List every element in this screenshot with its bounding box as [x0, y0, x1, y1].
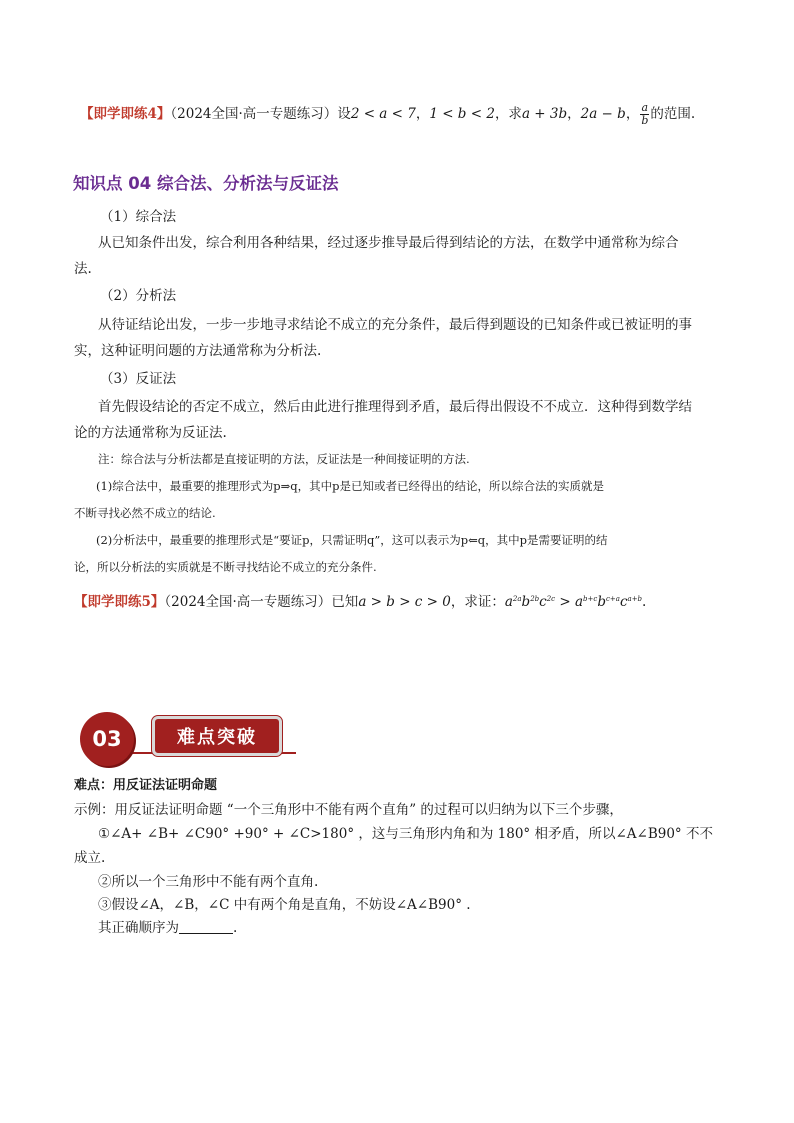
section-title: 知识点 04 综合法、分析法与反证法 [73, 174, 339, 193]
fraction-denominator: b [641, 114, 649, 127]
practice-4-sep2: ， [567, 106, 581, 122]
item-3-line-2: 论的方法通常称为反证法. [74, 425, 227, 441]
practice-5-end: . [642, 594, 647, 610]
practice-4-text-a: 设 [337, 106, 351, 122]
lhs-exp-c: 2c [546, 595, 556, 603]
answer-prefix: 其正确顺序为 [98, 920, 179, 936]
practice-5-tag: 【即学即练5】 [74, 594, 165, 610]
item-3-line-1: 首先假设结论的否定不成立，然后由此进行推理得到矛盾，最后得出假设不不成立．这种得到数学结 [98, 399, 692, 415]
rhs-exp-c: a+b [627, 595, 643, 603]
item-2-line-1: 从待证结论出发，一步一步地寻求结论不成立的充分条件，最后得到题设的已知条件或已被证明的事 [98, 317, 692, 333]
answer-blank[interactable] [179, 919, 233, 934]
lhs-base-c: c [539, 594, 547, 610]
step-3: ③假设∠A，∠B，∠C 中有两个角是直角，不妨设∠A∠B90° . [98, 897, 471, 913]
greater-than: > [555, 594, 575, 610]
lhs-exp-b: 2b [530, 595, 540, 603]
item-3-label: （3）反证法 [100, 371, 177, 387]
answer-line [98, 917, 237, 939]
note-line-2: (1)综合法中，最重要的推理形式为p⇒q，其中p是已知或者已经得出的结论，所以综合法的实质就是 [96, 479, 605, 493]
item-1-line-2: 法. [74, 261, 92, 277]
note-line-3: 不断寻找必然不成立的结论. [74, 506, 216, 520]
rhs-exp-a: b+c [583, 595, 598, 603]
answer-suffix: . [233, 920, 238, 936]
step-1-line-2: 成立. [74, 850, 106, 866]
practice-4-sep3: ， [625, 106, 640, 122]
rhs-base-c: c [619, 594, 628, 610]
step-1-line-1: ①∠A+ ∠B+ ∠C90° +90° + ∠C>180° ，这与三角形内角和为 180° 相矛盾，所以∠A∠B90° 不不 [98, 826, 713, 842]
practice-4-sep1: ， [415, 106, 430, 122]
note-line-4: (2)分析法中，最重要的推理形式是“要证p，只需证明q”，这可以表示为p⇐q，其中p是需要证明的结 [96, 533, 608, 547]
practice-4-line [80, 102, 695, 127]
practice-4-cond1: 2 < a < 7 [350, 106, 416, 122]
inequality-expression [505, 594, 642, 610]
lhs-base-b: b [521, 594, 531, 610]
practice-4-cond2: 1 < b < 2 [429, 106, 495, 122]
rhs-base-a: a [574, 594, 584, 610]
practice-4-expr2: 2a − b [580, 106, 626, 122]
practice-5-source: （2024全国·高一专题练习） [164, 594, 332, 610]
item-2-label: （2）分析法 [100, 288, 177, 304]
note-line-5: 论，所以分析法的实质就是不断寻找结论不成立的充分条件. [74, 560, 377, 574]
practice-4-text-c: 的范围. [650, 106, 696, 122]
practice-5-text-b: ，求证： [450, 594, 505, 610]
lhs-base-a: a [504, 594, 513, 610]
practice-5-line [74, 588, 646, 613]
difficulty-title: 难点：用反证法证明命题 [74, 778, 218, 793]
item-1-label: （1）综合法 [100, 209, 177, 225]
rhs-exp-b: c+a [605, 595, 620, 603]
fraction-numerator: a [641, 101, 649, 114]
rhs-base-b: b [597, 594, 606, 610]
practice-4-source: （2024全国·高一专题练习） [170, 106, 338, 122]
a-over-b-fraction [640, 102, 649, 127]
practice-5-cond: a > b > c > 0 [358, 594, 451, 610]
practice-4-tag: 【即学即练4】 [80, 106, 171, 122]
lhs-exp-a: 2a [512, 595, 522, 603]
step-2: ②所以一个三角形中不能有两个直角. [98, 874, 319, 890]
item-2-line-2: 实，这种证明问题的方法通常称为分析法. [74, 343, 322, 359]
practice-4-expr1: a + 3b [521, 106, 568, 122]
section-title-banner: 难点突破 [152, 716, 282, 756]
section-number-badge: 03 [80, 712, 134, 766]
practice-4-text-b: ，求 [494, 106, 522, 122]
example-intro: 示例：用反证法证明命题 “一个三角形中不能有两个直角” 的过程可以归纳为以下三个步骤， [74, 802, 623, 818]
note-line-1: 注：综合法与分析法都是直接证明的方法，反证法是一种间接证明的方法. [98, 452, 470, 466]
practice-5-text-a: 已知 [331, 594, 359, 610]
item-1-line-1: 从已知条件出发，综合利用各种结果，经过逐步推导最后得到结论的方法，在数学中通常称为综合 [98, 235, 679, 251]
